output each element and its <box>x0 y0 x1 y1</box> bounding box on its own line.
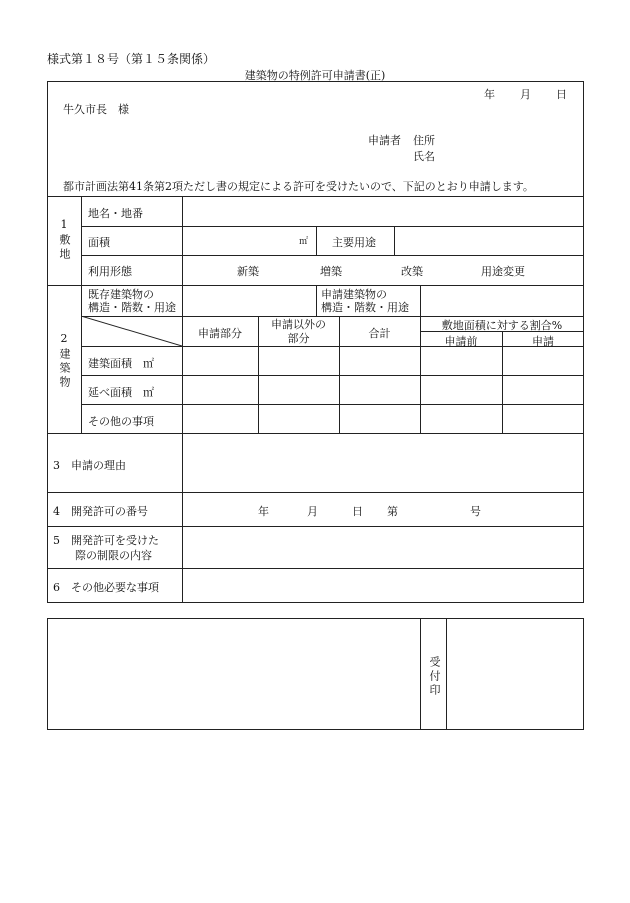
header-diagonal <box>81 316 182 346</box>
other-label: 6 その他必要な事項 <box>53 581 159 594</box>
applicant-name-label: 氏名 <box>413 150 435 163</box>
reason-input[interactable] <box>183 434 583 491</box>
main-use-label: 主要用途 <box>332 236 376 249</box>
usage-label: 利用形態 <box>88 265 132 278</box>
form-code: 様式第１８号（第１５条関係） <box>47 52 216 66</box>
usage-option-change[interactable]: 用途変更 <box>481 265 525 278</box>
dev-permit-day: 日 <box>352 505 363 518</box>
date-year-label: 年 <box>484 88 495 101</box>
restriction-input[interactable] <box>183 527 583 567</box>
statement: 都市計画法第41条第2項ただし書の規定による許可を受けたいので、下記のとおり申請します。 <box>63 180 534 193</box>
reason-label: 3 申請の理由 <box>53 459 126 472</box>
dev-permit-label: 4 開発許可の番号 <box>53 505 148 518</box>
dev-permit-month: 月 <box>307 505 318 518</box>
main-use-input[interactable] <box>394 228 584 254</box>
reception-box <box>47 618 584 730</box>
applied-building-label: 申請建築物の 構造・階数・用途 <box>321 288 409 314</box>
usage-option-rebuild[interactable]: 改築 <box>401 265 423 278</box>
dev-permit-go: 号 <box>470 505 481 518</box>
col-other: 申請以外の 部分 <box>271 318 326 345</box>
reception-stamp-label: 受付印 <box>428 656 441 698</box>
lot-label: 地名・地番 <box>88 207 143 220</box>
date-month-label: 月 <box>520 88 531 101</box>
existing-building-input[interactable] <box>182 287 316 315</box>
area-unit: ㎡ <box>299 237 309 247</box>
form-title: 建築物の特例許可申請書(正) <box>244 69 386 82</box>
date-day-label: 日 <box>556 88 567 101</box>
restriction-label: 5 開発許可を受けた 際の制限の内容 <box>53 534 159 562</box>
row-other: その他の事項 <box>88 415 154 428</box>
col-ratio-after: 申請 <box>532 335 554 348</box>
usage-option-extension[interactable]: 増築 <box>320 265 342 278</box>
other-input[interactable] <box>183 569 583 602</box>
applicant-address-label: 住所 <box>413 134 435 147</box>
col-ratio-before: 申請前 <box>444 335 478 348</box>
usage-option-new[interactable]: 新築 <box>237 265 259 278</box>
dev-permit-year: 年 <box>258 505 269 518</box>
addressee: 牛久市長 様 <box>63 103 129 116</box>
site-title: 敷地 <box>58 234 71 262</box>
area-label: 面積 <box>88 236 110 249</box>
lot-input[interactable] <box>182 199 584 225</box>
site-number: 1 <box>60 218 68 231</box>
col-total: 合計 <box>368 327 391 340</box>
col-ratio: 敷地面積に対する割合% <box>441 319 563 332</box>
existing-building-label: 既存建築物の 構造・階数・用途 <box>88 288 176 314</box>
applied-building-input[interactable] <box>420 287 584 315</box>
building-title: 建築物 <box>58 348 71 390</box>
applicant-label: 申請者 <box>368 134 401 147</box>
row-floor-area: 延べ面積 ㎡ <box>88 386 154 399</box>
dev-permit-dai: 第 <box>387 505 398 518</box>
area-input[interactable] <box>182 228 316 254</box>
row-building-area: 建築面積 ㎡ <box>88 357 154 370</box>
building-number: 2 <box>60 332 68 345</box>
col-applied: 申請部分 <box>198 327 242 340</box>
